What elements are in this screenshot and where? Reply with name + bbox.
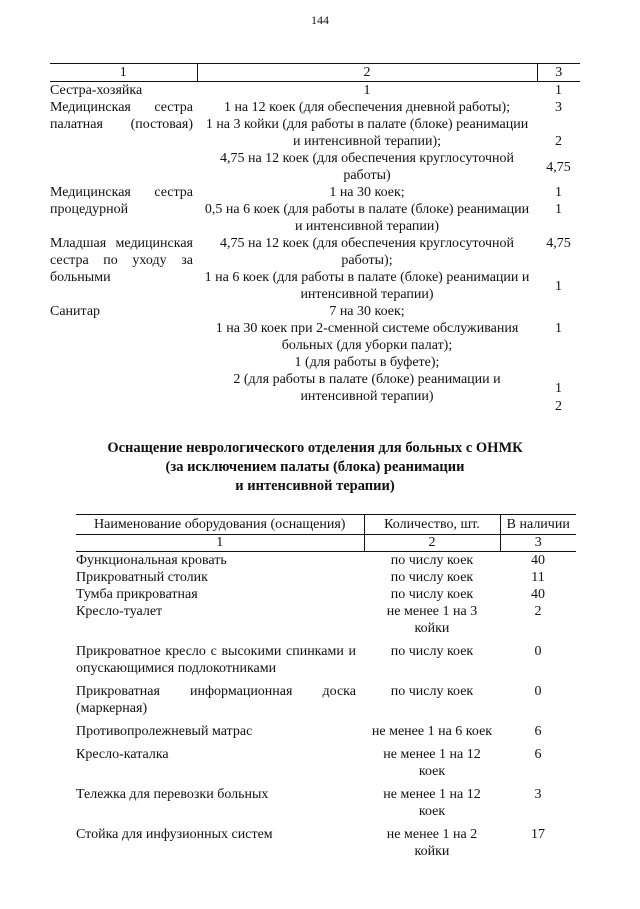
staff-row bbox=[50, 82, 580, 100]
equipment-have-header: В наличии bbox=[500, 515, 576, 535]
equipment-qty: не менее 1 на 12 коек bbox=[383, 747, 481, 779]
equipment-qty: по числу коек bbox=[390, 553, 474, 568]
col-number: 1 bbox=[76, 535, 364, 552]
equipment-name: Тумба прикроватная bbox=[76, 587, 198, 602]
staff-count: 1 bbox=[555, 83, 562, 98]
equipment-row bbox=[76, 586, 576, 603]
staff-position: Санитар bbox=[50, 304, 101, 319]
equipment-name: Функциональная кровать bbox=[76, 553, 227, 568]
equipment-table bbox=[76, 514, 576, 862]
staff-ratio: 0,5 на 6 коек (для работы в палате (блоке) реанимации и интенсивной терапии) bbox=[204, 202, 530, 234]
staffing-col-1-header: 1 bbox=[50, 64, 197, 82]
equipment-row bbox=[76, 679, 576, 719]
equipment-section-title bbox=[50, 439, 580, 496]
staff-ratio: 1 на 3 койки (для работы в палате (блоке) реанимации и интенсивной терапии); bbox=[205, 117, 529, 149]
staff-ratio: 4,75 на 12 коек (для обеспечения круглосуточной работы); bbox=[219, 236, 515, 268]
equipment-name: Тележка для перевозки больных bbox=[76, 787, 269, 802]
equipment-header-row bbox=[76, 515, 576, 535]
equipment-name: Кресло-каталка bbox=[76, 747, 169, 762]
equipment-have: 2 bbox=[534, 604, 542, 619]
staff-count: 4,75 bbox=[546, 236, 571, 251]
title-line: (за исключением палаты (блока) реанимации bbox=[165, 459, 465, 475]
equipment-have: 3 bbox=[534, 787, 542, 802]
staff-ratio: 1 на 30 коек; bbox=[329, 185, 405, 200]
staff-ratio: 1 на 30 коек при 2-сменной системе обслуживания больных (для уборки палат); bbox=[215, 321, 519, 353]
equipment-qty: по числу коек bbox=[390, 684, 474, 699]
equipment-row bbox=[76, 639, 576, 679]
staffing-col-3-header: 3 bbox=[537, 64, 580, 82]
staff-count: 1 bbox=[555, 321, 562, 336]
equipment-name: Прикроватный столик bbox=[76, 570, 208, 585]
equipment-name: Прикроватное кресло с высокими спинками и опускающимися подлокотниками bbox=[76, 644, 356, 676]
staffing-col-2-header: 2 bbox=[197, 64, 537, 82]
staff-row bbox=[50, 235, 580, 269]
equipment-row bbox=[76, 782, 576, 822]
staff-count: 4,75 bbox=[546, 160, 571, 175]
equipment-row bbox=[76, 719, 576, 742]
equipment-qty: по числу коек bbox=[390, 570, 474, 585]
page-number: 144 bbox=[311, 13, 329, 27]
equipment-have: 40 bbox=[531, 587, 545, 602]
staff-position: Медицинская сестра процедурной bbox=[50, 185, 193, 217]
staff-position: Младшая медицинская сестра по уходу за больными bbox=[50, 236, 193, 285]
equipment-name: Стойка для инфузионных систем bbox=[76, 827, 273, 842]
staff-ratio: 1 на 12 коек (для обеспечения дневной работы); bbox=[223, 100, 511, 115]
equipment-qty: по числу коек bbox=[390, 644, 474, 659]
equipment-have: 40 bbox=[531, 553, 545, 568]
staff-ratio: 4,75 на 12 коек (для обеспечения круглосуточной работы) bbox=[219, 151, 515, 183]
staff-count: 1 bbox=[555, 202, 562, 217]
staff-count: 3 bbox=[555, 100, 562, 115]
equipment-have: 6 bbox=[534, 747, 542, 762]
title-line: Оснащение неврологического отделения для больных с ОНМК bbox=[107, 440, 523, 456]
equipment-row bbox=[76, 569, 576, 586]
equipment-name: Кресло-туалет bbox=[76, 604, 163, 619]
equipment-name: Прикроватная информационная доска (маркерная) bbox=[76, 684, 356, 716]
staff-row bbox=[50, 303, 580, 320]
equipment-qty: не менее 1 на 12 коек bbox=[383, 787, 481, 819]
staff-ratio: 1 (для работы в буфете); bbox=[294, 355, 440, 370]
staff-ratio: 2 (для работы в палате (блоке) реанимации и интенсивной терапии) bbox=[233, 372, 501, 404]
equipment-have: 6 bbox=[534, 724, 542, 739]
title-line: и интенсивной терапии) bbox=[235, 478, 395, 494]
equipment-qty: не менее 1 на 3 койки bbox=[386, 604, 478, 636]
equipment-row bbox=[76, 742, 576, 782]
staff-ratio: 1 bbox=[363, 83, 371, 98]
staff-count: 1 bbox=[555, 381, 562, 396]
equipment-qty: не менее 1 на 2 койки bbox=[386, 827, 478, 859]
equipment-have: 0 bbox=[534, 644, 542, 659]
equipment-have: 11 bbox=[531, 570, 545, 585]
equipment-column-numbers bbox=[76, 535, 576, 552]
staff-count: 1 bbox=[555, 185, 562, 200]
staff-ratio: 7 на 30 коек; bbox=[329, 304, 405, 319]
document-sheet bbox=[50, 63, 580, 862]
staffing-table bbox=[50, 63, 580, 416]
staff-count: 1 bbox=[555, 278, 562, 294]
equipment-row bbox=[76, 822, 576, 862]
equipment-qty-header: Количество, шт. bbox=[364, 515, 500, 535]
staff-position: Медицинская сестра палатная (постовая) bbox=[50, 100, 193, 132]
equipment-have: 0 bbox=[534, 684, 542, 699]
col-number: 2 bbox=[364, 535, 500, 552]
equipment-row bbox=[76, 552, 576, 570]
col-number: 3 bbox=[500, 535, 576, 552]
equipment-qty: не менее 1 на 6 коек bbox=[371, 724, 493, 739]
staff-ratio: 1 на 6 коек (для работы в палате (блоке) реанимации и интенсивной терапии) bbox=[204, 270, 530, 302]
staff-row bbox=[50, 99, 580, 116]
staff-row bbox=[50, 184, 580, 201]
staff-count: 2 bbox=[555, 399, 562, 414]
equipment-qty: по числу коек bbox=[390, 587, 474, 602]
equipment-row bbox=[76, 603, 576, 639]
equipment-name: Противопролежневый матрас bbox=[76, 724, 253, 739]
equipment-have: 17 bbox=[531, 827, 545, 842]
staff-position: Сестра-хозяйка bbox=[50, 83, 143, 98]
staffing-header-row bbox=[50, 64, 580, 82]
equipment-name-header: Наименование оборудования (оснащения) bbox=[76, 515, 364, 535]
staff-count: 2 bbox=[555, 134, 562, 149]
